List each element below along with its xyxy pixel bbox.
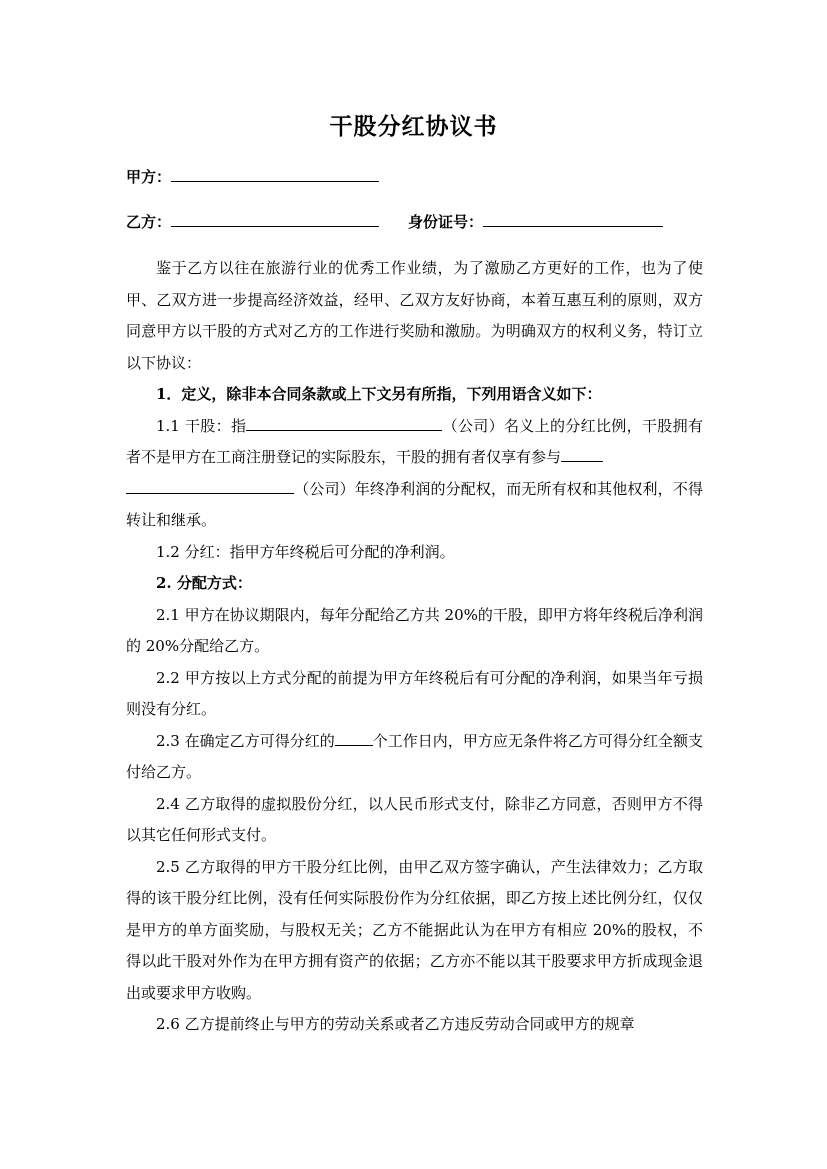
clause-2-3 [126, 726, 703, 789]
clause-1-1-line-2: 拥有者不是甲方在工商注册登记的实际股东，干股的拥有者仅享有参与 [126, 416, 703, 466]
party-a-label: 甲方： [126, 168, 172, 186]
section-2-heading: 2. 分配方式： [156, 574, 252, 592]
clause-2-5-line-5: 干股要求甲方折成现金退出或要求甲方收购。 [126, 952, 703, 1002]
clause-2-4 [126, 789, 703, 852]
clause-2-1 [126, 600, 703, 663]
clause-2-1-line-2: 净利润的 20%分配给乙方。 [126, 605, 703, 655]
party-a-blank[interactable] [171, 167, 379, 182]
clause-1-2: 1.2 分红：指甲方年终税后可分配的净利润。 [156, 542, 455, 561]
clause-2-2 [126, 663, 703, 726]
party-b-blank[interactable] [171, 212, 379, 227]
document-title: 干股分红协议书 [329, 113, 498, 140]
clause-1-1-line-4: 不得转让和继承。 [126, 479, 703, 529]
party-b-label: 乙方： [126, 213, 172, 231]
company-name-blank-1[interactable] [246, 416, 442, 431]
id-number-blank[interactable] [483, 212, 663, 227]
clause-2-3-prefix: 2.3 在确定乙方可得分红的 [156, 731, 335, 750]
clause-2-3-line-2: 全额支付给乙方。 [126, 731, 703, 781]
intro-line-1: 鉴于乙方以往在旅游行业的优秀工作业绩，为了激励乙方更好的工作，也为 [156, 259, 673, 277]
clause-2-5-line-3: 例分红，仅仅是甲方的单方面奖励，与股权无关；乙方不能据此认为在甲方有相 [126, 889, 703, 939]
clause-2-5 [126, 852, 703, 1010]
id-number-row [408, 211, 663, 232]
clause-2-5-line-4: 应 20%的股权，不得以此干股对外作为在甲方拥有资产的依据；乙方亦不能以其 [126, 920, 703, 970]
id-number-label: 身份证号： [408, 213, 484, 231]
working-days-blank[interactable] [335, 731, 373, 746]
intro-paragraph [126, 253, 703, 379]
clause-1-1-suffix: （公司）名义上的分红比例，干股 [442, 416, 673, 435]
intro-line-4: 权利义务，特订立以下协议： [126, 322, 703, 372]
clause-2-6: 2.6 乙方提前终止与甲方的劳动关系或者乙方违反劳动合同或甲方的规章 [156, 1015, 635, 1033]
party-a-row [126, 166, 379, 187]
clause-1-1-line-3: （公司）年终净利润的分配权，而无所有权和其他权利， [294, 479, 673, 498]
intro-line-3: 原则，双方同意甲方以干股的方式对乙方的工作进行奖励和激励。为明确双方的 [126, 290, 703, 340]
company-name-blank-2a[interactable] [561, 447, 603, 462]
party-b-row [126, 211, 379, 232]
clause-1-1 [126, 411, 703, 537]
intro-line-2: 了使甲、乙双方进一步提高经济效益，经甲、乙双方友好协商，本着互惠互利的 [126, 259, 703, 309]
section-1-heading: 1．定义，除非本合同条款或上下文另有所指，下列用语含义如下： [156, 385, 602, 403]
clause-2-5-line-2: 乙方取得的该干股分红比例，没有任何实际股份作为分红依据，即乙方按上述比 [126, 857, 703, 907]
clause-2-4-line-1: 2.4 乙方取得的虚拟股份分红，以人民币形式支付，除非乙方同意，否则甲 [156, 794, 658, 813]
clause-2-2-line-2: 年亏损则没有分红。 [126, 668, 703, 718]
clause-2-4-line-2: 方不得以其它任何形式支付。 [126, 794, 703, 844]
company-name-blank-2b[interactable] [126, 479, 294, 494]
agreement-body [126, 253, 703, 1041]
clause-1-1-prefix: 1.1 干股：指 [156, 416, 247, 435]
clause-2-5-line-1: 2.5 乙方取得的甲方干股分红比例，由甲乙双方签字确认，产生法律效力； [156, 857, 658, 876]
clause-2-1-line-1: 2.1 甲方在协议期限内，每年分配给乙方共 20%的干股，即甲方将年终税后 [156, 605, 658, 624]
clause-2-2-line-1: 2.2 甲方按以上方式分配的前提为甲方年终税后有可分配的净利润，如果当 [156, 668, 658, 687]
clause-2-3-suffix: 个工作日内，甲方应无条件将乙方可得分红 [372, 731, 658, 750]
